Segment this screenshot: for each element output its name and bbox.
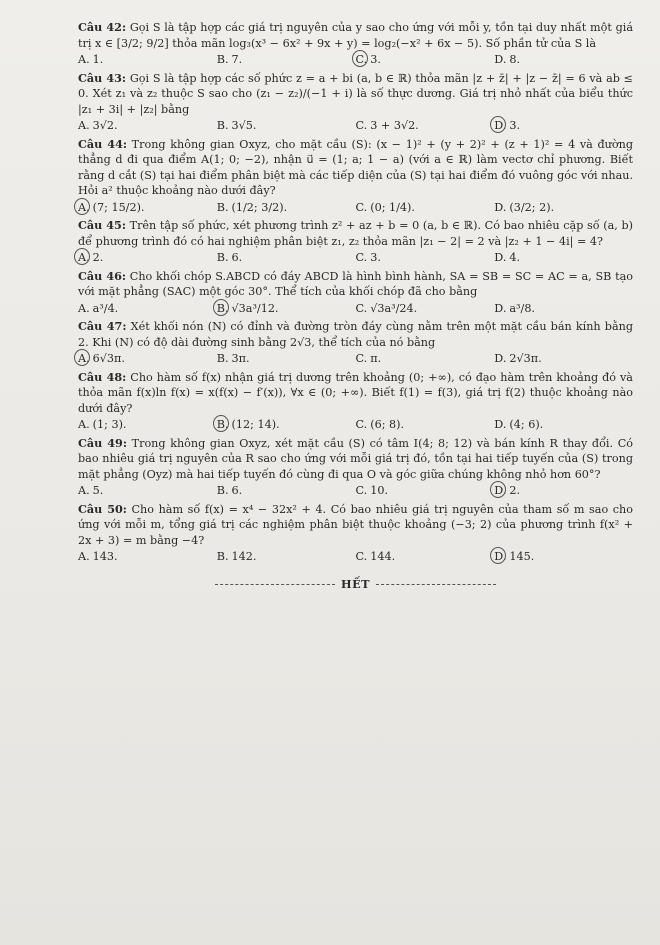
end-marker bbox=[78, 577, 633, 593]
question-text: Trong không gian Oxyz, cho mặt cầu (S): (x − 1)² + (y + 2)² + (z + 1)² = 4 và đường thẳng d đi qua điểm A(1; 0; −2), nhận u⃗ = (1; a; 1 − a) (với a ∈ ℝ) làm vectơ chỉ phương. Biết rằng d cắt (S) tại hai điểm phân biệt mà các tiếp diện của (S) tại hai điểm đó vuông góc với nhau. Hỏi a² thuộc khoảng nào dưới đây? bbox=[78, 137, 633, 197]
question-number: Câu 49: bbox=[78, 435, 127, 450]
answer-label: D. bbox=[494, 251, 507, 264]
answer-value: (4; 6). bbox=[509, 418, 544, 431]
answer-option bbox=[356, 52, 495, 68]
circled-answer-label: A. bbox=[78, 251, 90, 264]
question-text: Cho hàm số f(x) = x⁴ − 32x² + 4. Có bao nhiêu giá trị nguyên của tham số m sao cho ứng với mỗi m, tổng giá trị các nghiệm phân biệt thuộc khoảng (−3; 2) của phương trình f(x² + 2x + 3) = m bằng −4? bbox=[78, 502, 633, 547]
answer-option bbox=[78, 200, 217, 216]
answer-options bbox=[78, 200, 633, 216]
answer-option bbox=[356, 250, 495, 266]
question-text-line bbox=[78, 218, 633, 249]
answer-value: 8. bbox=[509, 53, 521, 66]
question-list bbox=[78, 20, 633, 592]
question-number: Câu 47: bbox=[78, 319, 127, 333]
answer-value: (1; 3). bbox=[92, 418, 127, 431]
answer-value: √3a³/12. bbox=[231, 301, 279, 315]
answer-option bbox=[356, 549, 495, 565]
answer-option bbox=[356, 351, 495, 367]
answer-label: C. bbox=[355, 200, 368, 214]
dashed-rule-right bbox=[376, 584, 496, 585]
end-text: HẾT bbox=[341, 576, 370, 591]
answer-value: 1. bbox=[92, 53, 104, 66]
question-text-line bbox=[78, 71, 633, 118]
answer-value: 2. bbox=[509, 484, 521, 497]
question-block bbox=[78, 502, 633, 565]
answer-option bbox=[356, 483, 495, 499]
answer-option bbox=[494, 351, 633, 367]
answer-option bbox=[217, 483, 356, 499]
answer-option bbox=[217, 250, 356, 266]
answer-option bbox=[217, 200, 356, 216]
answer-option bbox=[494, 549, 633, 565]
answer-label: A. bbox=[78, 550, 90, 563]
answer-options bbox=[78, 417, 633, 433]
circled-answer-label: D. bbox=[494, 484, 507, 497]
answer-options bbox=[78, 118, 633, 134]
answer-option bbox=[217, 301, 356, 317]
question-number: Câu 50: bbox=[78, 501, 127, 516]
answer-value: 142. bbox=[231, 550, 257, 563]
answer-value: (7; 15/2). bbox=[92, 200, 145, 214]
answer-value: 6. bbox=[231, 251, 243, 264]
answer-label: C. bbox=[355, 418, 368, 431]
answer-label: B. bbox=[216, 550, 229, 563]
answer-value: 3. bbox=[370, 53, 381, 66]
answer-value: a³/8. bbox=[509, 301, 535, 315]
dashed-rule-left bbox=[215, 584, 335, 585]
answer-option bbox=[217, 549, 356, 565]
question-text: Gọi S là tập hợp các giá trị nguyên của y sao cho ứng với mỗi y, tồn tại duy nhất một giá trị x ∈ [3/2; 9/2] thỏa mãn log₃(x³ − 6x² + 9x + y) = log₂(−x² + 6x − 5). Số phần tử của S là bbox=[78, 21, 633, 50]
answer-label: A. bbox=[78, 301, 90, 315]
answer-value: (1/2; 3/2). bbox=[231, 200, 288, 214]
question-number: Câu 44: bbox=[78, 136, 127, 151]
answer-option bbox=[78, 351, 217, 367]
question-text-line bbox=[78, 502, 633, 549]
answer-label: B. bbox=[216, 352, 229, 365]
answer-option bbox=[356, 118, 495, 134]
answer-label: A. bbox=[78, 484, 90, 497]
question-number: Câu 45: bbox=[78, 218, 126, 232]
answer-value: 6. bbox=[231, 484, 243, 497]
answer-option bbox=[217, 417, 356, 433]
answer-value: 144. bbox=[370, 550, 396, 563]
answer-option bbox=[494, 301, 633, 317]
answer-value: 7. bbox=[231, 53, 243, 66]
question-text: Trên tập số phức, xét phương trình z² + az + b = 0 (a, b ∈ ℝ). Có bao nhiêu cặp số (a, b) để phương trình đó có hai nghiệm phân biệt z₁, z₂ thỏa mãn |z₁ − 2| = 2 và |z₂ + 1 − 4i| = 4? bbox=[78, 219, 633, 248]
question-block bbox=[78, 269, 633, 317]
answer-option bbox=[494, 118, 633, 134]
question-block bbox=[78, 370, 633, 433]
answer-option bbox=[78, 483, 217, 499]
question-block bbox=[78, 71, 633, 134]
answer-option bbox=[217, 351, 356, 367]
answer-value: 3. bbox=[509, 119, 521, 132]
circled-answer-label: B. bbox=[216, 301, 229, 315]
answer-label: B. bbox=[216, 119, 229, 132]
answer-label: B. bbox=[216, 251, 229, 264]
question-text: Cho khối chóp S.ABCD có đáy ABCD là hình bình hành, SA = SB = SC = AC = a, SB tạo với mặt phẳng (SAC) một góc 30°. Thể tích của khối chóp đã cho bằng bbox=[78, 269, 633, 298]
question-text-line bbox=[78, 137, 633, 199]
answer-label: C. bbox=[355, 251, 368, 264]
circled-answer-label: D. bbox=[494, 119, 507, 132]
answer-label: D. bbox=[494, 200, 507, 214]
answer-option bbox=[217, 52, 356, 68]
answer-label: A. bbox=[78, 53, 90, 66]
answer-label: C. bbox=[355, 301, 368, 315]
circled-answer-label: A. bbox=[78, 200, 90, 214]
answer-value: 3π. bbox=[231, 352, 250, 365]
answer-label: C. bbox=[355, 550, 368, 563]
answer-value: 145. bbox=[509, 550, 535, 563]
answer-label: A. bbox=[78, 418, 90, 431]
answer-option bbox=[494, 483, 633, 499]
answer-value: (12; 14). bbox=[231, 418, 280, 431]
answer-option bbox=[78, 417, 217, 433]
answer-option bbox=[78, 250, 217, 266]
answer-option bbox=[494, 250, 633, 266]
question-text: Trong không gian Oxyz, xét mặt cầu (S) có tâm I(4; 8; 12) và bán kính R thay đổi. Có bao nhiêu giá trị nguyên của R sao cho ứng với mỗi giá trị đó, tồn tại hai tiếp tuyến của (S) trong mặt phẳng (Oyz) mà hai tiếp tuyến đó cùng đi qua O và góc giữa chúng không nhỏ hơn 60°? bbox=[78, 436, 633, 481]
answer-label: D. bbox=[494, 301, 507, 315]
answer-label: B. bbox=[216, 200, 229, 214]
answer-label: C. bbox=[355, 352, 368, 365]
answer-option bbox=[217, 118, 356, 134]
question-block bbox=[78, 20, 633, 68]
answer-options bbox=[78, 351, 633, 367]
question-block bbox=[78, 137, 633, 216]
question-text-line bbox=[78, 370, 633, 417]
answer-options bbox=[78, 301, 633, 317]
answer-label: D. bbox=[494, 418, 507, 431]
answer-value: 4. bbox=[509, 251, 521, 264]
question-block bbox=[78, 218, 633, 266]
answer-option bbox=[78, 52, 217, 68]
answer-label: D. bbox=[494, 53, 507, 66]
question-text-line bbox=[78, 20, 633, 51]
answer-value: √3a³/24. bbox=[370, 301, 418, 315]
answer-label: B. bbox=[216, 53, 229, 66]
answer-label: C. bbox=[355, 484, 368, 497]
answer-label: C. bbox=[355, 119, 368, 132]
circled-answer-label: C. bbox=[355, 53, 368, 66]
answer-option bbox=[494, 52, 633, 68]
question-number: Câu 43: bbox=[78, 70, 127, 85]
answer-value: 143. bbox=[92, 550, 118, 563]
answer-value: 10. bbox=[370, 484, 389, 497]
answer-value: 3√5. bbox=[231, 119, 257, 132]
answer-option bbox=[78, 549, 217, 565]
answer-value: 3 + 3√2. bbox=[370, 119, 419, 132]
question-block bbox=[78, 436, 633, 499]
answer-value: 2. bbox=[92, 251, 104, 264]
question-text: Xét khối nón (N) có đỉnh và đường tròn đáy cùng nằm trên một mặt cầu bán kính bằng 2. Khi (N) có độ dài đường sinh bằng 2√3, thể tích của nó bằng bbox=[78, 320, 633, 349]
answer-option bbox=[78, 118, 217, 134]
answer-label: B. bbox=[216, 484, 229, 497]
answer-value: 3√2. bbox=[92, 119, 118, 132]
answer-value: 2√3π. bbox=[509, 352, 542, 365]
circled-answer-label: A. bbox=[78, 352, 90, 365]
circled-answer-label: D. bbox=[494, 550, 507, 563]
answer-value: (0; 1/4). bbox=[370, 200, 415, 214]
answer-options bbox=[78, 250, 633, 266]
question-number: Câu 42: bbox=[78, 20, 127, 34]
question-text: Gọi S là tập hợp các số phức z = a + bi (a, b ∈ ℝ) thỏa mãn |z + z̄| + |z − z̄| = 6 và ab ≤ 0. Xét z₁ và z₂ thuộc S sao cho (z₁ − z₂)/(−1 + i) là số thực dương. Giá trị nhỏ nhất của biểu thức |z₁ + 3i| + |z₂| bằng bbox=[78, 71, 634, 116]
answer-value: 5. bbox=[92, 484, 104, 497]
answer-value: 6√3π. bbox=[92, 352, 125, 365]
circled-answer-label: B. bbox=[216, 418, 229, 431]
answer-options bbox=[78, 549, 633, 565]
question-text-line bbox=[78, 269, 633, 300]
answer-option bbox=[356, 200, 495, 216]
question-text-line bbox=[78, 319, 633, 350]
answer-option bbox=[356, 417, 495, 433]
answer-value: (6; 8). bbox=[370, 418, 405, 431]
answer-option bbox=[494, 417, 633, 433]
answer-value: a³/4. bbox=[92, 301, 119, 315]
answer-value: 3. bbox=[370, 251, 381, 264]
answer-value: π. bbox=[370, 352, 382, 365]
answer-option bbox=[494, 200, 633, 216]
question-text-line bbox=[78, 436, 633, 483]
question-block bbox=[78, 319, 633, 367]
answer-value: (3/2; 2). bbox=[509, 200, 555, 214]
answer-option bbox=[78, 301, 217, 317]
answer-label: A. bbox=[78, 119, 90, 132]
answer-options bbox=[78, 483, 633, 499]
answer-options bbox=[78, 52, 633, 68]
question-text: Cho hàm số f(x) nhận giá trị dương trên khoảng (0; +∞), có đạo hàm trên khoảng đó và thỏa mãn f(x)ln f(x) = x(f(x) − f′(x)), ∀x ∈ (0; +∞). Biết f(1) = f(3), giá trị f(2) thuộc khoảng nào dưới đây? bbox=[78, 370, 633, 415]
question-number: Câu 46: bbox=[78, 268, 127, 283]
answer-label: D. bbox=[494, 352, 507, 365]
answer-option bbox=[356, 301, 495, 317]
question-number: Câu 48: bbox=[78, 369, 127, 384]
